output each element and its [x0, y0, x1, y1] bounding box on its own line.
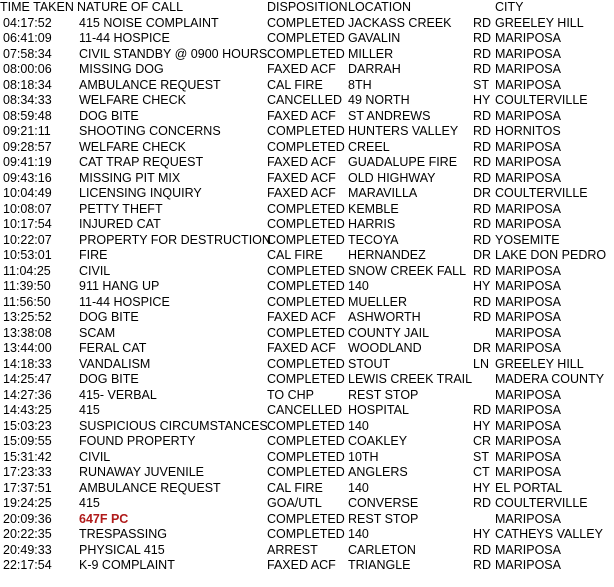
time-cell: 10:22:07 — [3, 232, 52, 247]
city-cell: MARIPOSA — [495, 155, 561, 169]
nature-cell: 11-44 HOSPICE — [79, 294, 170, 309]
nature-cell: DOG BITE — [79, 372, 139, 386]
street-suffix-cell: HY — [473, 279, 491, 293]
time-cell: 06:41:09 — [3, 31, 52, 45]
time-cell: 14:43:25 — [3, 403, 52, 417]
disposition-cell: COMPLETED — [267, 465, 345, 479]
nature-cell: 415 — [79, 403, 100, 417]
disposition-cell: COMPLETED — [267, 511, 345, 526]
table-row — [0, 403, 614, 419]
location-cell: 8TH — [348, 77, 372, 92]
nature-cell: DOG BITE — [79, 310, 139, 324]
street-suffix-cell: RD — [473, 46, 492, 61]
disposition-cell: FAXED ACF — [267, 62, 336, 76]
location-cell: ASHWORTH — [348, 310, 421, 324]
location-cell: 140 — [348, 527, 369, 541]
location-cell: HOSPITAL — [348, 403, 409, 417]
table-row — [0, 171, 614, 187]
table-row — [0, 186, 614, 202]
nature-cell: PHYSICAL 415 — [79, 542, 165, 557]
time-cell: 11:04:25 — [3, 263, 51, 278]
disposition-cell: COMPLETED — [267, 372, 345, 386]
table-row — [0, 47, 614, 63]
street-suffix-cell: DR — [473, 186, 492, 200]
header-nature-of-call: NATURE OF CALL — [77, 0, 184, 14]
disposition-cell: FAXED ACF — [267, 310, 336, 324]
nature-cell: RUNAWAY JUVENILE — [79, 465, 205, 479]
disposition-cell: COMPLETED — [267, 217, 345, 231]
street-suffix-cell: RD — [473, 155, 492, 169]
city-cell: MARIPOSA — [495, 31, 561, 45]
time-cell: 10:08:07 — [3, 201, 52, 216]
disposition-cell: CAL FIRE — [267, 77, 323, 92]
city-cell: MARIPOSA — [495, 201, 561, 216]
table-row — [0, 16, 614, 32]
disposition-cell: COMPLETED — [267, 527, 345, 541]
table-row — [0, 372, 614, 388]
location-cell: KEMBLE — [348, 201, 399, 216]
disposition-cell: CANCELLED — [267, 93, 343, 107]
table-row — [0, 62, 614, 78]
nature-cell: SCAM — [79, 325, 116, 340]
time-cell: 08:18:34 — [3, 77, 52, 92]
city-cell: MARIPOSA — [495, 139, 561, 154]
city-cell: MARIPOSA — [495, 46, 561, 61]
time-cell: 07:58:34 — [3, 46, 52, 61]
location-cell: OLD HIGHWAY — [348, 170, 436, 185]
city-cell: MARIPOSA — [495, 263, 561, 278]
table-row — [0, 465, 614, 481]
time-cell: 15:31:42 — [3, 449, 52, 464]
location-cell: MILLER — [348, 46, 394, 61]
time-cell: 10:17:54 — [3, 217, 52, 231]
table-row — [0, 543, 614, 559]
city-cell: YOSEMITE — [495, 232, 560, 247]
nature-cell: SHOOTING CONCERNS — [79, 124, 221, 138]
disposition-cell: COMPLETED — [267, 139, 345, 154]
disposition-cell: FAXED ACF — [267, 170, 336, 185]
disposition-cell: COMPLETED — [267, 201, 345, 216]
header-disposition: DISPOSITION — [267, 0, 348, 14]
location-cell: HERNANDEZ — [348, 248, 426, 262]
street-suffix-cell: RD — [473, 263, 492, 278]
disposition-cell: CANCELLED — [267, 403, 343, 417]
location-cell: REST STOP — [348, 511, 419, 526]
table-row — [0, 419, 614, 435]
location-cell: TECOYA — [348, 232, 399, 247]
street-suffix-cell: RD — [473, 217, 492, 231]
street-suffix-cell: ST — [473, 449, 489, 464]
location-cell: ST ANDREWS — [348, 108, 431, 123]
nature-cell: CIVIL — [79, 263, 111, 278]
city-cell: MARIPOSA — [495, 325, 561, 340]
nature-cell: CIVIL — [79, 449, 111, 464]
table-row — [0, 481, 614, 497]
nature-cell: MISSING DOG — [79, 62, 164, 76]
disposition-cell: COMPLETED — [267, 46, 345, 61]
disposition-cell: CAL FIRE — [267, 480, 323, 495]
table-row — [0, 357, 614, 373]
disposition-cell: COMPLETED — [267, 232, 345, 247]
city-cell: MARIPOSA — [495, 387, 561, 402]
city-cell: MARIPOSA — [495, 449, 561, 464]
time-cell: 19:24:25 — [3, 496, 52, 510]
city-cell: MARIPOSA — [495, 108, 561, 123]
location-cell: COUNTY JAIL — [348, 325, 430, 340]
time-cell: 14:25:47 — [3, 372, 52, 386]
header-time-taken: TIME TAKEN — [0, 0, 74, 14]
time-cell: 13:38:08 — [3, 325, 52, 340]
nature-cell: CAT TRAP REQUEST — [79, 155, 204, 169]
table-row — [0, 31, 614, 47]
time-cell: 11:39:50 — [3, 279, 51, 293]
time-cell: 14:18:33 — [3, 356, 52, 371]
table-row — [0, 202, 614, 218]
disposition-cell: GOA/UTL — [267, 496, 322, 510]
street-suffix-cell: RD — [473, 294, 492, 309]
disposition-cell: ARREST — [267, 542, 318, 557]
time-cell: 10:04:49 — [3, 186, 52, 200]
nature-cell: PROPERTY FOR DESTRUCTION — [79, 232, 271, 247]
disposition-cell: FAXED ACF — [267, 186, 336, 200]
location-cell: TRIANGLE — [348, 558, 411, 572]
city-cell: MARIPOSA — [495, 217, 561, 231]
location-cell: STOUT — [348, 356, 391, 371]
nature-cell: 415 — [79, 496, 100, 510]
table-row — [0, 326, 614, 342]
table-row — [0, 310, 614, 326]
table-row — [0, 341, 614, 357]
time-cell: 20:49:33 — [3, 542, 52, 557]
table-row — [0, 155, 614, 171]
city-cell: MARIPOSA — [495, 294, 561, 309]
time-cell: 15:09:55 — [3, 434, 52, 448]
location-cell: MARAVILLA — [348, 186, 418, 200]
city-cell: COULTERVILLE — [495, 496, 588, 510]
nature-cell: TRESPASSING — [79, 527, 167, 541]
table-row — [0, 109, 614, 125]
location-cell: 140 — [348, 418, 369, 433]
city-cell: MARIPOSA — [495, 77, 561, 92]
nature-cell: INJURED CAT — [79, 217, 161, 231]
table-row — [0, 450, 614, 466]
location-cell: COAKLEY — [348, 434, 408, 448]
disposition-cell: COMPLETED — [267, 294, 345, 309]
disposition-cell: COMPLETED — [267, 325, 345, 340]
city-cell: GREELEY HILL — [495, 15, 584, 30]
disposition-cell: COMPLETED — [267, 263, 345, 278]
location-cell: LEWIS CREEK TRAIL — [348, 372, 473, 386]
table-row — [0, 124, 614, 140]
city-cell: LAKE DON PEDRO — [495, 248, 607, 262]
location-cell: MUELLER — [348, 294, 408, 309]
street-suffix-cell: CT — [473, 465, 490, 479]
city-cell: MARIPOSA — [495, 403, 561, 417]
street-suffix-cell: RD — [473, 31, 492, 45]
location-cell: JACKASS CREEK — [348, 15, 452, 30]
nature-cell: DOG BITE — [79, 108, 139, 123]
time-cell: 13:25:52 — [3, 310, 52, 324]
nature-cell: FOUND PROPERTY — [79, 434, 196, 448]
nature-cell: K-9 COMPLAINT — [79, 558, 175, 572]
disposition-cell: FAXED ACF — [267, 341, 336, 355]
disposition-cell: COMPLETED — [267, 434, 345, 448]
street-suffix-cell: RD — [473, 496, 492, 510]
street-suffix-cell: RD — [473, 108, 492, 123]
nature-cell: SUSPICIOUS CIRCUMSTANCES — [79, 418, 268, 433]
city-cell: GREELEY HILL — [495, 356, 584, 371]
table-row — [0, 496, 614, 512]
location-cell: CREEL — [348, 139, 390, 154]
time-cell: 22:17:54 — [3, 558, 52, 572]
time-cell: 17:37:51 — [3, 480, 52, 495]
time-cell: 09:28:57 — [3, 139, 52, 154]
nature-cell: AMBULANCE REQUEST — [79, 77, 221, 92]
nature-cell: 647F PC — [79, 511, 129, 526]
location-cell: 140 — [348, 480, 369, 495]
header-city: CITY — [495, 0, 524, 14]
city-cell: EL PORTAL — [495, 480, 563, 495]
nature-cell: MISSING PIT MIX — [79, 170, 181, 185]
nature-cell: VANDALISM — [79, 356, 151, 371]
nature-cell: WELFARE CHECK — [79, 139, 186, 154]
location-cell: WOODLAND — [348, 341, 422, 355]
city-cell: CATHEYS VALLEY — [495, 527, 603, 541]
nature-cell: FERAL CAT — [79, 341, 147, 355]
time-cell: 17:23:33 — [3, 465, 52, 479]
disposition-cell: COMPLETED — [267, 356, 345, 371]
table-row — [0, 140, 614, 156]
time-cell: 10:53:01 — [3, 248, 52, 262]
nature-cell: WELFARE CHECK — [79, 93, 186, 107]
disposition-cell: COMPLETED — [267, 31, 345, 45]
city-cell: MARIPOSA — [495, 341, 561, 355]
street-suffix-cell: HY — [473, 480, 491, 495]
street-suffix-cell: LN — [473, 356, 489, 371]
nature-cell: PETTY THEFT — [79, 201, 163, 216]
street-suffix-cell: RD — [473, 124, 492, 138]
nature-cell: 911 HANG UP — [79, 279, 160, 293]
time-cell: 14:27:36 — [3, 387, 52, 402]
street-suffix-cell: ST — [473, 77, 489, 92]
street-suffix-cell: RD — [473, 558, 492, 572]
street-suffix-cell: RD — [473, 62, 492, 76]
location-cell: 140 — [348, 279, 369, 293]
disposition-cell: FAXED ACF — [267, 108, 336, 123]
city-cell: MARIPOSA — [495, 310, 561, 324]
time-cell: 08:59:48 — [3, 108, 52, 123]
street-suffix-cell: HY — [473, 93, 491, 107]
city-cell: HORNITOS — [495, 124, 561, 138]
location-cell: DARRAH — [348, 62, 401, 76]
table-row — [0, 295, 614, 311]
location-cell: 49 NORTH — [348, 93, 410, 107]
street-suffix-cell: DR — [473, 341, 492, 355]
disposition-cell: TO CHP — [267, 387, 314, 402]
location-cell: REST STOP — [348, 387, 419, 402]
street-suffix-cell: RD — [473, 201, 492, 216]
table-row — [0, 78, 614, 94]
table-row — [0, 264, 614, 280]
city-cell: COULTERVILLE — [495, 186, 588, 200]
disposition-cell: CAL FIRE — [267, 248, 323, 262]
header-row — [0, 0, 614, 16]
table-row — [0, 512, 614, 528]
disposition-cell: COMPLETED — [267, 15, 345, 30]
location-cell: CARLETON — [348, 542, 416, 557]
table-row — [0, 434, 614, 450]
table-row — [0, 558, 614, 574]
time-cell: 09:41:19 — [3, 155, 52, 169]
street-suffix-cell: RD — [473, 15, 492, 30]
time-cell: 09:43:16 — [3, 170, 52, 185]
street-suffix-cell: RD — [473, 310, 492, 324]
time-cell: 08:00:06 — [3, 62, 52, 76]
street-suffix-cell: RD — [473, 139, 492, 154]
nature-cell: FIRE — [79, 248, 108, 262]
street-suffix-cell: RD — [473, 170, 492, 185]
time-cell: 15:03:23 — [3, 418, 52, 433]
disposition-cell: FAXED ACF — [267, 558, 336, 572]
location-cell: GAVALIN — [348, 31, 401, 45]
time-cell: 04:17:52 — [3, 15, 52, 30]
time-cell: 20:22:35 — [3, 527, 52, 541]
table-row — [0, 279, 614, 295]
city-cell: MARIPOSA — [495, 62, 561, 76]
city-cell: MARIPOSA — [495, 170, 561, 185]
street-suffix-cell: RD — [473, 403, 492, 417]
city-cell: MARIPOSA — [495, 279, 561, 293]
city-cell: MARIPOSA — [495, 434, 561, 448]
table-row — [0, 217, 614, 233]
time-cell: 11:56:50 — [3, 294, 51, 309]
street-suffix-cell: CR — [473, 434, 492, 448]
disposition-cell: FAXED ACF — [267, 155, 336, 169]
location-cell: HUNTERS VALLEY — [348, 124, 459, 138]
city-cell: MARIPOSA — [495, 558, 561, 572]
street-suffix-cell: HY — [473, 527, 491, 541]
table-row — [0, 388, 614, 404]
city-cell: MADERA COUNTY — [495, 372, 605, 386]
city-cell: COULTERVILLE — [495, 93, 588, 107]
nature-cell: 11-44 HOSPICE — [79, 31, 170, 45]
disposition-cell: COMPLETED — [267, 279, 345, 293]
disposition-cell: COMPLETED — [267, 124, 345, 138]
city-cell: MARIPOSA — [495, 418, 561, 433]
time-cell: 09:21:11 — [3, 124, 51, 138]
city-cell: MARIPOSA — [495, 465, 561, 479]
city-cell: MARIPOSA — [495, 542, 561, 557]
nature-cell: 415- VERBAL — [79, 387, 157, 402]
nature-cell: AMBULANCE REQUEST — [79, 480, 221, 495]
street-suffix-cell: DR — [473, 248, 492, 262]
disposition-cell: COMPLETED — [267, 418, 345, 433]
street-suffix-cell: HY — [473, 418, 491, 433]
street-suffix-cell: RD — [473, 232, 492, 247]
time-cell: 20:09:36 — [3, 511, 52, 526]
table-row — [0, 248, 614, 264]
location-cell: GUADALUPE FIRE — [348, 155, 458, 169]
location-cell: HARRIS — [348, 217, 396, 231]
location-cell: SNOW CREEK FALL — [348, 263, 467, 278]
table-row — [0, 527, 614, 543]
table-row — [0, 233, 614, 249]
time-cell: 13:44:00 — [3, 341, 52, 355]
location-cell: CONVERSE — [348, 496, 419, 510]
nature-cell: 415 NOISE COMPLAINT — [79, 15, 219, 30]
city-cell: MARIPOSA — [495, 511, 561, 526]
time-cell: 08:34:33 — [3, 93, 52, 107]
table-row — [0, 93, 614, 109]
location-cell: 10TH — [348, 449, 379, 464]
header-location: LOCATION — [348, 0, 411, 14]
nature-cell: LICENSING INQUIRY — [79, 186, 202, 200]
street-suffix-cell: RD — [473, 542, 492, 557]
disposition-cell: COMPLETED — [267, 449, 345, 464]
location-cell: ANGLERS — [348, 465, 408, 479]
nature-cell: CIVIL STANDBY @ 0900 HOURS — [79, 46, 268, 61]
